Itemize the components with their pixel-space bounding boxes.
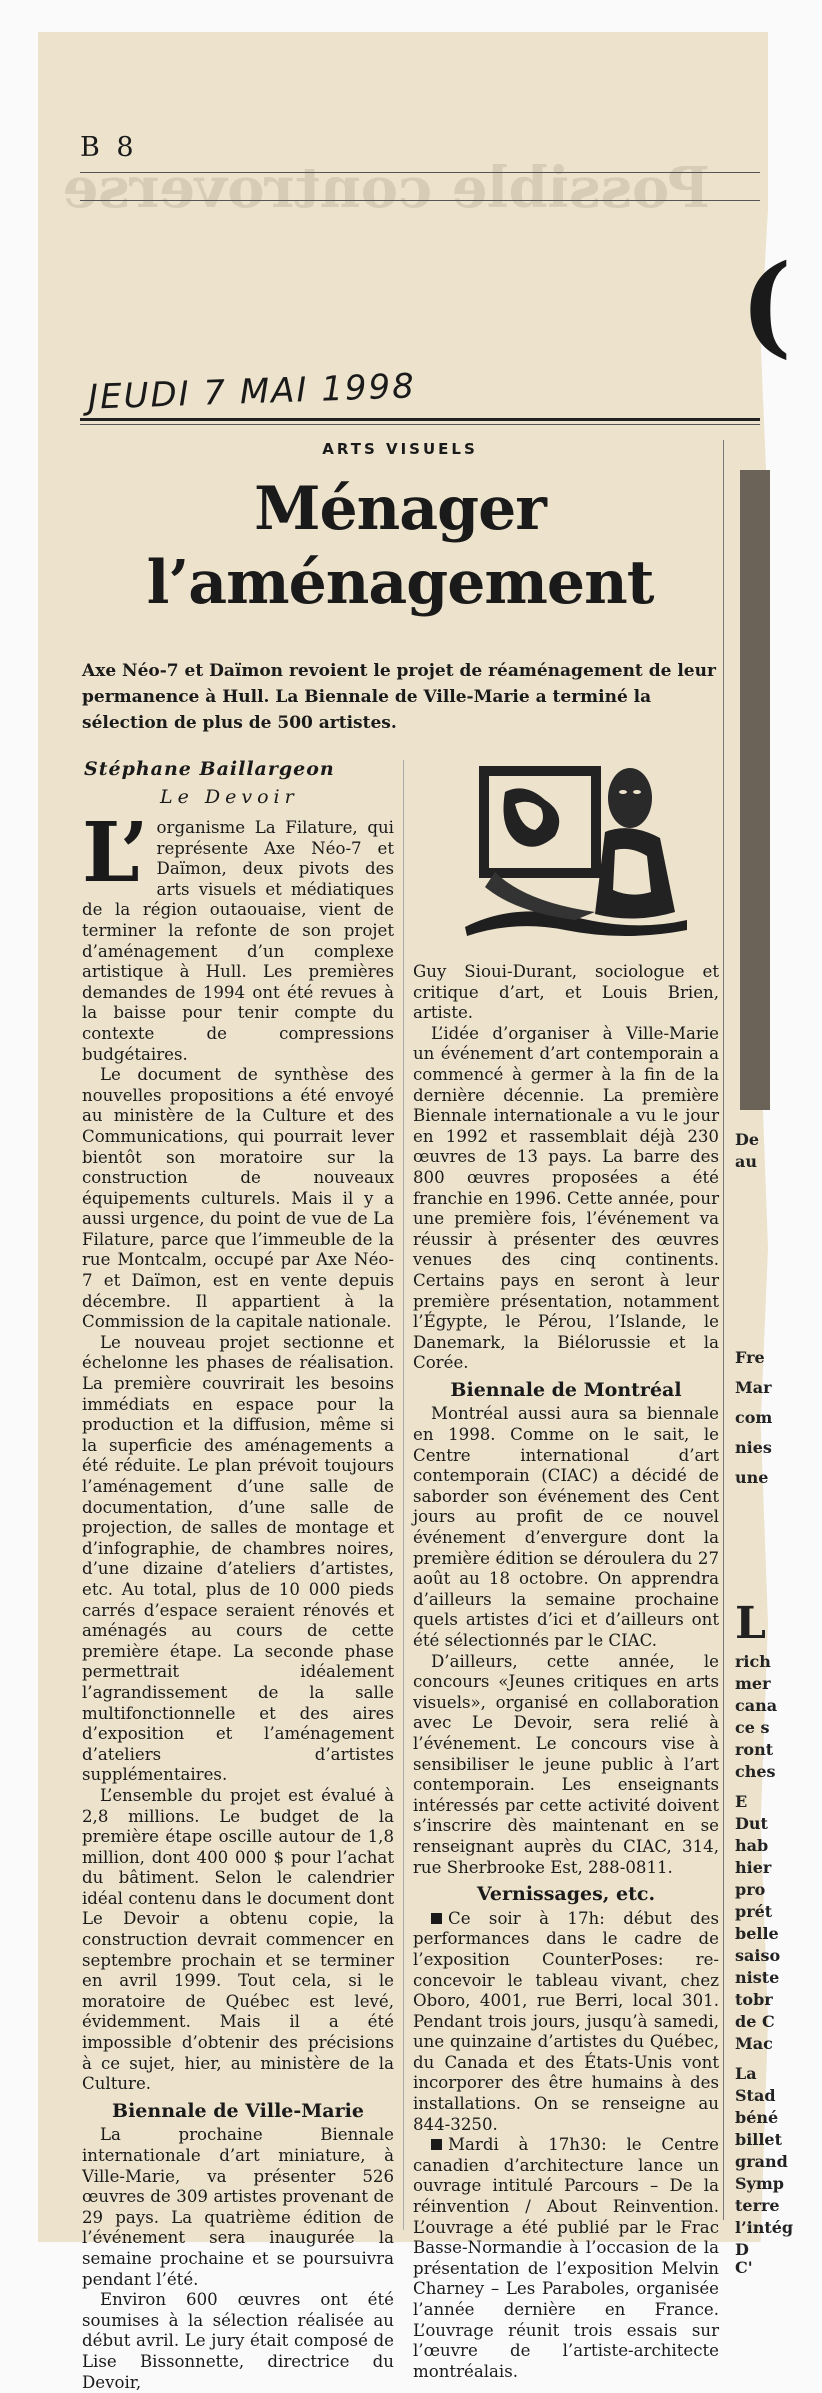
bullet-square xyxy=(431,1913,442,1924)
paragraph: Guy Sioui-Durant, sociologue et critique d’art, et Louis Brien, artiste. xyxy=(413,962,719,1023)
adjacent-photo xyxy=(740,470,770,1110)
paragraph: L’idée d’organiser à Ville-Marie un événement d’art contemporain a commencé à germer à la fin de la dernière décennie. La première Biennale internationale a vu le jour en 1992 et rassemblait déjà 230 œuvres de 13 pays. La barre des 800 œuvres proposées a été franchie en 1996. Cette année, pour une première fois, l’événement va réussir à présenter des œuvres venues des cinq continents. Certains pays en seront à leur première présentation, notamment l’Égypte, le Pérou, l’Islande, le Danemark, la Biélorussie et la Corée. xyxy=(413,1023,719,1373)
fragment-text: Mac xyxy=(735,2034,773,2053)
column-divider xyxy=(723,440,724,2220)
byline: Stéphane Baillargeon xyxy=(84,758,335,780)
paragraph-text: Ce soir à 17h: début des performances dans le cadre de l’exposition CounterPoses: re-concevoir le tableau vivant, chez Oboro, 4001, rue Berri, local 301. Pendant trois jours, jusqu’à samedi, une quinzaine d’artistes du Québec, du Canada et des États-Unis vont incorporer des être humains à des installations. On se renseigne au 844-3250. xyxy=(413,1908,719,2134)
headline-line2: l’aménagement xyxy=(146,548,654,618)
fragment-text: l’intég xyxy=(735,2218,794,2237)
paragraph: Le nouveau projet sectionne et échelonne les phases de réalisation. La première couvrirait les besoins immédiats en espace pour la production et la diffusion, même si la superficie des aménagements a été réduite. Le plan prévoit toujours l’aménagement d’une salle de documentation, d’une salle de projection, de salles de montage et d’infographie, de chambres noires, d’une dizaine d’ateliers d’artistes, etc. Au total, plus de 10 000 pieds carrés d’espace seraient rénovés et aménagés au cours de cette première étape. La seconde phase permettrait idéalement l’agrandissement de la salle multifonctionnelle et des aires d’exposition et l’aménagement d’ateliers d’artistes supplémentaires. xyxy=(82,1332,394,1785)
lede: Axe Néo-7 et Daïmon revoient le projet de réaménagement de leur permanence à Hull. La Biennale de Ville-Marie a terminé la sélection de plus de 500 artistes. xyxy=(82,661,716,733)
paragraph-text: Mardi à 17h30: le Centre canadien d’architecture lance un ouvrage intitulé Parcours – De la réinvention / About Reinvention. L’ouvrage a été publié par le Frac Basse-Normandie à l’occasion de la présentation de l’exposition Melvin Charney – Les Paraboles, organisée l’année dernière en France. L’ouvrage réunit trois essais sur l’œuvre de l’artiste-architecte montréalais. xyxy=(413,2135,719,2381)
section-rule xyxy=(80,418,760,421)
handwritten-date: JEUDI 7 MAI 1998 xyxy=(87,366,417,418)
fragment-text: cana xyxy=(735,1696,778,1715)
paragraph: organisme La Filature, qui représente Axe Néo-7 et Daïmon, deux pivots des arts visuels et médiatiques de la région outaouaise, vient de terminer la refonte de son projet d’aménagement d’un complexe artistique à Hull. Les premières demandes de 1994 ont été revues à la baisse pour tenir compte du contexte de compressions budgétaires. xyxy=(82,818,394,1064)
article-column-1 xyxy=(82,805,394,2393)
fragment-text: Symp xyxy=(735,2174,784,2193)
fragment-text: une xyxy=(735,1468,769,1487)
article-column-2 xyxy=(413,962,719,2382)
fragment-text: Fre xyxy=(735,1348,765,1367)
fragment-text: Mar xyxy=(735,1378,772,1397)
fragment-text: ches xyxy=(735,1762,776,1781)
paragraph xyxy=(413,1909,719,2136)
paragraph: D’ailleurs, cette année, le concours «Jeunes critiques en arts visuels», organisé en collaboration avec Le Devoir, sera relié à l’événement. Le concours vise à sensibiliser le jeune public à l’art contemporain. Les enseignants intéressés par cette activité doivent s’inscrire dès maintenant en se renseignant auprès du CIAC, 314, rue Sherbrooke Est, 288-0811. xyxy=(413,1651,719,1877)
bleed-through-text: Possible controverse xyxy=(62,155,710,221)
subheading: Biennale de Montréal xyxy=(450,1378,682,1401)
fragment-text: De xyxy=(735,1130,760,1149)
fragment-text: rich xyxy=(735,1652,771,1671)
paragraph: L’ensemble du projet est évalué à 2,8 millions. Le budget de la première étape oscille autour de 1,8 million, dont 400 000 $ pour l’achat du bâtiment. Selon le calendrier idéal contenu dans le document dont Le Devoir a obtenu copie, la construction devrait commencer en septembre prochain et se terminer en avril 1999. Tout cela, si le moratoire de Québec est levé, évidemment. Mais il a été impossible d’obtenir des précisions à ce sujet, hier, au ministère de la Culture. xyxy=(82,1785,394,2094)
fragment-text: hab xyxy=(735,1836,769,1855)
fragment-text: mer xyxy=(735,1674,771,1693)
fragment-text: La xyxy=(735,2064,757,2083)
illustration-painting-figure xyxy=(455,752,695,942)
fragment-text: hier xyxy=(735,1858,772,1877)
fragment-text: saiso xyxy=(735,1946,781,1965)
section-rule xyxy=(80,424,760,425)
fragment-text: terre xyxy=(735,2196,780,2215)
paragraph: Le document de synthèse des nouvelles propositions a été envoyé au ministère de la Culture et des Communications, qui pourrait lever bientôt son moratoire sur la construction de nouveaux équipements culturels. Mais il y a aussi urgence, du point de vue de La Filature, parce que l’immeuble de la rue Montcalm, occupé par Axe Néo-7 et Daïmon, est en vente depuis décembre. Il appartient à la Commission de la capitale nationale. xyxy=(82,1065,394,1332)
paragraph xyxy=(413,2135,719,2382)
fragment-text: nies xyxy=(735,1438,772,1457)
fragment-text: grand xyxy=(735,2152,788,2171)
section-rubric: ARTS VISUELS xyxy=(322,440,478,458)
paragraph: Montréal aussi aura sa biennale en 1998. Comme on le sait, le Centre international d’art contemporain (CIAC) a décidé de saborder son événement des Cent jours au profit de ce nouvel événement d’envergure dont la première édition se déroulera du 27 août au 18 octobre. On apprendra d’ailleurs la semaine prochaine quels artistes d’ici et d’ailleurs ont été sélectionnés par le CIAC. xyxy=(413,1404,719,1650)
paragraph: Environ 600 œuvres ont été soumises à la sélection réalisée au début avril. Le jury était composé de Lise Bissonnette, directrice du Devoir, xyxy=(82,2290,394,2392)
byline-paper: Le Devoir xyxy=(160,786,299,808)
fragment-text: L xyxy=(735,1598,766,1649)
fragment-text: de C xyxy=(735,2012,775,2031)
page-number: B 8 xyxy=(80,132,138,163)
fragment-text: com xyxy=(735,1408,773,1427)
drop-cap: L’ xyxy=(82,805,149,901)
fragment-text: D xyxy=(735,2240,749,2259)
fragment-text: prét xyxy=(735,1902,773,1921)
fragment-text: niste xyxy=(735,1968,780,1987)
bullet-square xyxy=(431,2139,442,2150)
fragment-text: belle xyxy=(735,1924,779,1943)
fragment-text: Dut xyxy=(735,1814,768,1833)
subheading: Biennale de Ville-Marie xyxy=(112,2099,364,2122)
header-rule xyxy=(80,200,760,201)
header-rule xyxy=(80,172,760,173)
fragment-text: ront xyxy=(735,1740,774,1759)
paragraph: La prochaine Biennale internationale d’art miniature, à Ville-Marie, va présenter 526 œuvres de 309 artistes provenant de 29 pays. La quatrième édition de l’événement sera inaugurée la semaine prochaine et se poursuivra pendant l’été. xyxy=(82,2125,394,2289)
headline xyxy=(80,472,720,620)
fragment-text: au xyxy=(735,1152,757,1171)
fragment-text: billet xyxy=(735,2130,782,2149)
cut-letter: ( xyxy=(740,240,793,369)
fragment-text: béné xyxy=(735,2108,779,2127)
headline-line1: Ménager xyxy=(254,474,546,544)
fragment-text: ce s xyxy=(735,1718,770,1737)
column-divider xyxy=(403,760,404,2230)
subheading: Vernissages, etc. xyxy=(476,1883,656,1906)
fragment-text: tobr xyxy=(735,1990,773,2009)
fragment-text: pro xyxy=(735,1880,766,1899)
fragment-text: C' xyxy=(735,2258,753,2277)
fragment-text: E xyxy=(735,1792,748,1811)
fragment-text: Stad xyxy=(735,2086,776,2105)
